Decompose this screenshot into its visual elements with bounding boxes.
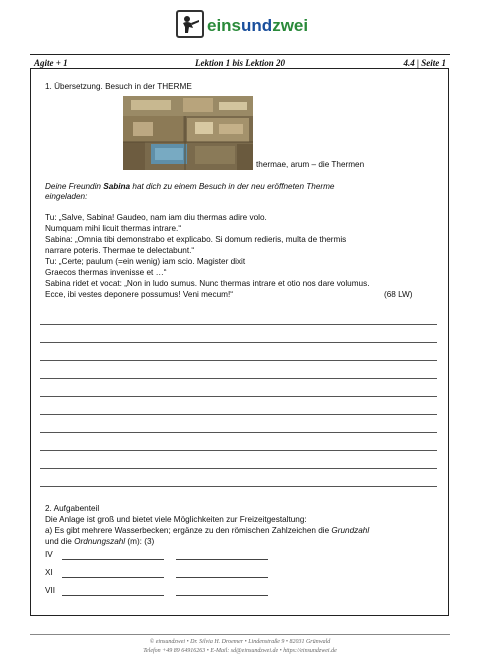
writing-line[interactable]: [40, 414, 437, 415]
dialogue-line: Tu: „Salve, Sabina! Gaudeo, nam iam diu thermas adire volo.: [45, 213, 267, 222]
task2-title: 2. Aufgabenteil: [45, 504, 100, 513]
numeral-label: XI: [45, 568, 53, 577]
writing-line[interactable]: [40, 342, 437, 343]
writing-line[interactable]: [40, 450, 437, 451]
dialogue-line: Tu: „Certe; paulum (=ein wenig) iam scio. Magister dixit: [45, 257, 246, 266]
task1-title: 1. Übersetzung. Besuch in der THERME: [45, 82, 192, 91]
logo-icon: [176, 10, 204, 38]
writing-line[interactable]: [40, 324, 437, 325]
writing-line[interactable]: [40, 378, 437, 379]
grundzahl-blank[interactable]: [62, 559, 164, 560]
dialogue-line: Sabina: „Omnia tibi demonstrabo et explicabo. Si domum redieris, multa de thermis: [45, 235, 347, 244]
dialogue-line: Ecce, ibi vestes deponere possumus! Veni mecum!“: [45, 290, 233, 299]
footer-rule: [30, 634, 450, 635]
logo-wordmark: einsundzwei: [207, 16, 309, 35]
writing-line[interactable]: [40, 486, 437, 487]
dialogue-line: narrare poteris. Thermae te delectabunt.“: [45, 246, 195, 255]
writing-line[interactable]: [40, 360, 437, 361]
header-page: 4.4 | Seite 1: [403, 58, 446, 68]
thermae-photo: [123, 96, 253, 170]
header-lessons: Lektion 1 bis Lektion 20: [195, 58, 285, 68]
writing-line[interactable]: [40, 432, 437, 433]
ordnungszahl-blank[interactable]: [176, 559, 268, 560]
task1-intro-line1: Deine Freundin Sabina hat dich zu einem Besuch in der neu eröffneten Therme: [45, 182, 335, 191]
task2-intro: Die Anlage ist groß und bietet viele Möglichkeiten zur Freizeitgestaltung:: [45, 515, 307, 524]
footer-contact: Telefon +49 89 64916263 • E-Mail: sd@einsundzwei.de • https://einsundzwei.de: [143, 648, 337, 654]
photo-caption: thermae, arum – die Thermen: [256, 160, 365, 169]
dialogue-line: Numquam mihi licuit thermas intrare.“: [45, 224, 182, 233]
dialogue-line: Sabina ridet et vocat: „Non in ludo sumus. Nunc thermas intrare et otio nos dare volumus.: [45, 279, 370, 288]
numeral-label: VII: [45, 586, 56, 595]
task1-intro-line2: eingeladen:: [45, 192, 88, 201]
ordnungszahl-blank[interactable]: [176, 577, 268, 578]
numeral-label: IV: [45, 550, 53, 559]
writing-line[interactable]: [40, 396, 437, 397]
header-course: Agite + 1: [34, 58, 68, 68]
dialogue-line: Graecos thermas invenisse et …“: [45, 268, 167, 277]
grundzahl-blank[interactable]: [62, 595, 164, 596]
task2-a-line1: a) Es gibt mehrere Wasserbecken; ergänze zu den römischen Zahlzeichen die Grundzahl: [45, 526, 370, 535]
logo: [176, 10, 309, 42]
grundzahl-blank[interactable]: [62, 577, 164, 578]
footer-address: © einsundzwei • Dr. Silvia H. Droemer • Lindenstraße 9 • 82031 Grünwald: [149, 639, 331, 645]
intro-name: Sabina: [103, 182, 131, 191]
header-rule: [30, 54, 450, 55]
writing-line[interactable]: [40, 468, 437, 469]
ordnungszahl-blank[interactable]: [176, 595, 268, 596]
task2-a-line2: und die Ordnungszahl (m): (3): [45, 537, 155, 546]
word-count: (68 LW): [384, 290, 413, 299]
